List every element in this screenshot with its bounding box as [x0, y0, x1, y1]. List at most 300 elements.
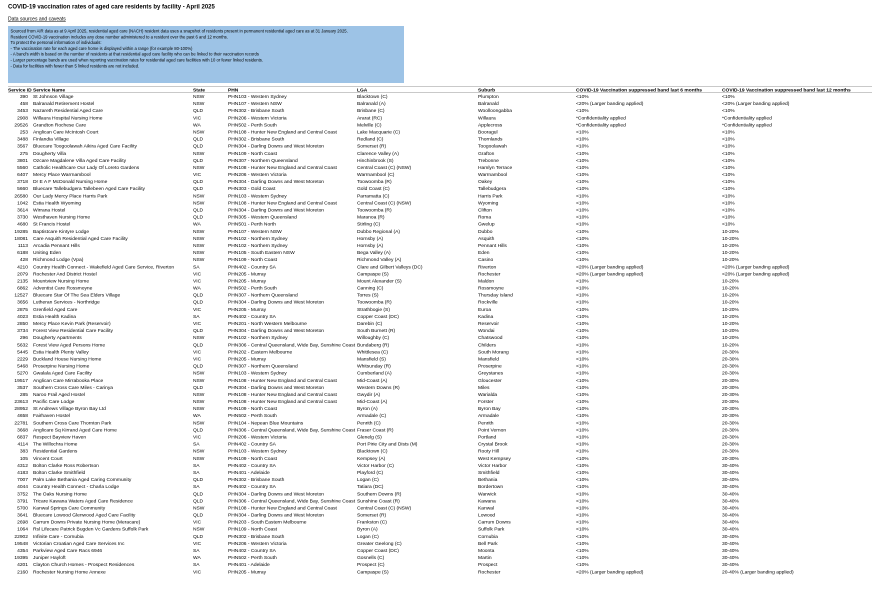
cell-phn: PHN108 - Hunter New England and Central Coast	[228, 200, 337, 206]
cell-name: Fairhaven Hostel	[33, 413, 71, 419]
cell-vax-12m: 20-30%	[722, 349, 739, 355]
cell-vax-12m: 20-30%	[722, 427, 739, 433]
cell-phn: PHN205 - Murray	[228, 306, 267, 313]
cell-phn: PHN402 - Country SA	[228, 484, 276, 490]
cell-vax-12m: 20-30%	[722, 413, 739, 419]
cell-state: VIC	[193, 306, 202, 313]
cell-suburb: Trebonne	[478, 157, 499, 164]
column-header-service-name: Service Name	[33, 87, 66, 93]
cell-phn: PHN108 - Hunter New England and Central Coast	[228, 505, 337, 511]
cell-phn: PHN109 - North Coast	[228, 455, 278, 462]
cell-vax-12m: 30-40%	[722, 526, 739, 533]
cell-lga: Frankston (C)	[357, 519, 387, 526]
cell-vax-12m: 30-40%	[722, 491, 739, 497]
cell-suburb: Pennant Hills	[478, 242, 507, 249]
cell-name: Wirrana Hostel	[33, 207, 66, 213]
table-row	[8, 115, 872, 122]
cell-id: 5700	[17, 505, 28, 511]
cell-vax-6m: <10%	[576, 413, 589, 419]
table-row	[8, 448, 872, 455]
cell-state: SA	[193, 484, 200, 490]
cell-suburb: Rossmoyne	[478, 285, 504, 292]
cell-suburb: Moonta	[478, 548, 495, 554]
cell-vax-6m: <10%	[576, 193, 589, 199]
cell-state: VIC	[193, 356, 202, 362]
cell-name: Our Lady Mercy Place Harris Park	[33, 193, 108, 199]
cell-suburb: Warrnambool	[478, 172, 508, 178]
cell-id: 2908	[17, 115, 28, 121]
cell-lga: Ararat (RC)	[357, 115, 383, 121]
cell-lga: Central Coast (C) (NSW)	[357, 200, 412, 206]
cell-name: Juniper Hayloft	[33, 555, 66, 561]
cell-vax-12m: <10%	[722, 221, 735, 228]
cell-phn: PHN306 - Central Queensland, Wide Bay, Sunshine Coast	[228, 342, 356, 348]
cell-suburb: Smithfield	[478, 469, 500, 476]
cell-phn: PHN103 - Western Sydney	[228, 94, 287, 100]
table-row	[8, 108, 872, 115]
cell-name: Residential Gardens	[33, 448, 78, 455]
cell-name: Pacific Care Lodge	[33, 399, 75, 405]
column-header-state: State	[193, 87, 205, 93]
cell-vax-6m: <10%	[576, 313, 589, 320]
cell-vax-6m: <10%	[576, 278, 589, 284]
cell-id: 2698	[17, 519, 28, 526]
cell-state: NSW	[193, 235, 205, 242]
cell-lga: Richmond Valley (A)	[357, 257, 402, 263]
cell-vax-12m: *Confidentiality applied	[722, 115, 772, 121]
cell-name: Finlandia Village	[33, 136, 69, 143]
table-row	[8, 469, 872, 476]
cell-vax-6m: <10%	[576, 285, 589, 292]
cell-name: Rochester Nursing Home Annexe	[33, 569, 106, 575]
cell-id: 2850	[17, 321, 28, 327]
cell-id: 19395	[14, 555, 28, 561]
cell-vax-12m: 10-20%	[722, 299, 739, 306]
cell-phn: PHN103 - Western Sydney	[228, 193, 287, 199]
cell-state: NSW	[193, 399, 205, 405]
cell-state: VIC	[193, 172, 202, 178]
cell-suburb: Grafton	[478, 150, 495, 157]
cell-suburb: Eden	[478, 250, 490, 256]
cell-name: Mercy Place Warrnambool	[33, 172, 91, 178]
cell-suburb: Roma	[478, 214, 492, 221]
column-header-lga: LGA	[357, 87, 368, 93]
cell-suburb: Clifton	[478, 207, 492, 213]
cell-lga: Clare and Gilbert Valleys (DC)	[357, 264, 423, 270]
cell-lga: Western Downs (R)	[357, 384, 400, 391]
cell-lga: Gosnells (C)	[357, 555, 385, 561]
cell-vax-12m: 20-30%	[722, 441, 739, 448]
cell-name: Grenfield Aged Care	[33, 306, 78, 313]
cell-name: Estia Health Kadina	[33, 313, 77, 320]
facility-table	[8, 86, 872, 576]
cell-vax-12m: <20% (Larger banding applied)	[722, 101, 790, 107]
cell-id: 19548	[14, 540, 28, 547]
cell-id: 428	[19, 257, 28, 263]
cell-vax-6m: <10%	[576, 519, 589, 526]
cell-suburb: Miles	[478, 384, 490, 391]
cell-id: 3752	[17, 491, 28, 497]
cell-name: St Francis Hostel	[33, 221, 71, 228]
cell-phn: PHN103 - Western Sydney	[228, 448, 287, 455]
cell-name: Anglican Care Mirrabooka Place	[33, 377, 104, 384]
cell-vax-12m: *Confidentiality applied	[722, 122, 772, 128]
table-row	[8, 399, 872, 406]
cell-suburb: Harris Park	[478, 193, 503, 199]
cell-suburb: Dubbo	[478, 228, 493, 235]
table-row	[8, 406, 872, 413]
table-row	[8, 172, 872, 179]
cell-state: NSW	[193, 377, 205, 384]
table-row	[8, 377, 872, 384]
column-header-suburb: Suburb	[478, 87, 496, 93]
cell-lga: Campaspe (S)	[357, 271, 389, 277]
cell-vax-12m: 10-20%	[722, 242, 739, 249]
cell-lga: Gwydir (A)	[357, 391, 381, 398]
cell-vax-6m: <10%	[576, 377, 589, 384]
caveat-line: To protect the personal information of individuals:	[10, 40, 102, 46]
cell-state: QLD	[193, 157, 204, 164]
cell-lga: Armadale (C)	[357, 413, 387, 419]
cell-lga: Byron (A)	[357, 406, 378, 412]
cell-lga: Gold Coast (C)	[357, 186, 390, 192]
cell-phn: PHN401 - Adelaide	[228, 469, 270, 476]
cell-phn: PHN107 - Western NSW	[228, 228, 282, 235]
cell-suburb: Tallebudgera	[478, 186, 507, 192]
cell-phn: PHN304 - Darling Downs and West Moreton	[228, 512, 325, 519]
cell-vax-12m: <10%	[722, 143, 735, 150]
cell-vax-6m: *Confidentiality applied	[576, 115, 626, 121]
cell-suburb: Maldon	[478, 278, 495, 284]
cell-id: 2079	[17, 271, 28, 277]
cell-name: Respect Bayview Haven	[33, 434, 87, 440]
cell-id: 4658	[17, 413, 28, 419]
table-row	[8, 349, 872, 356]
table-row	[8, 434, 872, 441]
table-row	[8, 420, 872, 427]
cell-suburb: Rooty Hill	[478, 448, 499, 455]
cell-vax-12m: <10%	[722, 150, 735, 157]
cell-lga: Canning (C)	[357, 285, 384, 292]
cell-vax-6m: <10%	[576, 406, 589, 412]
cell-suburb: Lowood	[478, 512, 496, 519]
cell-state: QLD	[193, 143, 204, 150]
cell-vax-12m: <10%	[722, 172, 735, 178]
cell-suburb: Toogoolawah	[478, 143, 507, 150]
cell-suburb: Victor Harbor	[478, 462, 507, 469]
cell-phn: PHN304 - Darling Downs and West Moreton	[228, 491, 325, 497]
cell-suburb: Gloucester	[478, 377, 502, 384]
cell-state: VIC	[193, 569, 202, 575]
cell-id: 275	[19, 150, 28, 157]
cell-name: Victorian Croatian Aged Care Services Inc	[33, 540, 125, 547]
cell-suburb: Thornlands	[478, 136, 503, 143]
cell-suburb: Point Vernon	[478, 427, 507, 433]
cell-vax-12m: 10-20%	[722, 292, 739, 299]
cell-state: QLD	[193, 384, 204, 391]
cell-vax-12m: 20-30%	[722, 384, 739, 391]
cell-id: 2875	[17, 306, 28, 313]
cell-phn: PHN306 - Central Queensland, Wide Bay, Sunshine Coast	[228, 427, 356, 433]
cell-name: Nazareth Residential Aged Care	[33, 108, 103, 114]
table-row	[8, 335, 872, 342]
table-row	[8, 569, 872, 576]
cell-suburb: Thursday Island	[478, 292, 513, 299]
cell-lga: Toowoomba (R)	[357, 207, 392, 213]
cell-lga: Logan (C)	[357, 477, 379, 483]
cell-id: 5560	[17, 164, 28, 171]
cell-vax-6m: <10%	[576, 321, 589, 327]
cell-state: NSW	[193, 257, 205, 263]
cell-vax-6m: <10%	[576, 157, 589, 164]
cell-suburb: Willaura	[478, 115, 496, 121]
caveat-line: - A band's width is based on the number of residents at that residential aged care facility who can be linked to their vaccination records	[10, 51, 259, 57]
cell-id: 6837	[17, 434, 28, 440]
cell-state: QLD	[193, 533, 204, 540]
table-row	[8, 242, 872, 249]
cell-lga: Hornsby (A)	[357, 242, 384, 249]
cell-id: 2229	[17, 356, 28, 362]
cell-vax-6m: <10%	[576, 391, 589, 398]
cell-id: 3656	[17, 299, 28, 306]
cell-name: Southern Cross Care Thornton Park	[33, 420, 112, 426]
cell-state: VIC	[193, 349, 202, 355]
cell-lga: Copper Coast (DC)	[357, 313, 399, 320]
table-row	[8, 164, 872, 171]
cell-lga: Dubbo Regional (A)	[357, 228, 401, 235]
table-row	[8, 278, 872, 285]
cell-state: NSW	[193, 193, 205, 199]
cell-vax-6m: <10%	[576, 228, 589, 235]
cell-lga: Southern Downs (R)	[357, 491, 402, 497]
cell-state: NSW	[193, 164, 205, 171]
cell-vax-6m: <10%	[576, 150, 589, 157]
cell-lga: Mount Alexander (S)	[357, 278, 402, 284]
cell-lga: Somerset (R)	[357, 143, 387, 150]
cell-phn: PHN108 - Hunter New England and Central Coast	[228, 391, 337, 398]
cell-vax-12m: <10%	[722, 179, 735, 185]
cell-id: 6862	[17, 285, 28, 292]
cell-vax-12m: 10-20%	[722, 235, 739, 242]
cell-vax-6m: <10%	[576, 250, 589, 256]
cell-name: Bluecare Lowood Glenwood Aged Care Facility	[33, 512, 136, 519]
cell-phn: PHN304 - Darling Downs and West Moreton	[228, 299, 325, 306]
cell-vax-6m: <10%	[576, 136, 589, 143]
cell-name: Mercy Place Kevin Park (Reservoir)	[33, 321, 111, 327]
cell-id: 2135	[17, 278, 28, 284]
cell-state: VIC	[193, 115, 202, 121]
cell-state: NSW	[193, 526, 205, 533]
cell-lga: Sunshine Coast (R)	[357, 498, 400, 504]
cell-vax-6m: <10%	[576, 399, 589, 405]
cell-state: QLD	[193, 299, 204, 306]
cell-vax-6m: <10%	[576, 526, 589, 533]
cell-id: 1064	[17, 526, 28, 533]
cell-vax-6m: <20% (Larger banding applied)	[576, 271, 644, 277]
cell-id: 12527	[14, 292, 28, 299]
cell-vax-12m: 30-40%	[722, 462, 739, 469]
cell-suburb: Prospect	[478, 562, 498, 568]
cell-name: Country Health Connect - Wakefield Aged Care Service, Riverton	[33, 264, 175, 270]
cell-vax-12m: 10-20%	[722, 257, 739, 263]
table-row	[8, 235, 872, 242]
cell-vax-12m: 10-20%	[722, 335, 739, 341]
column-header-phn: PHN	[228, 87, 239, 93]
cell-name: Gwalala Aged Care Facility	[33, 370, 92, 377]
cell-state: VIC	[193, 321, 202, 327]
cell-vax-12m: <10%	[722, 200, 735, 206]
caveat-line: Sourced from AIR data as at 9 April 2025, residential aged care (NACH) resident data uses a snapshot of residents present in permanent residential aged care as at 31 January 2025.	[10, 28, 348, 34]
cell-vax-12m: 30-40%	[722, 533, 739, 540]
cell-id: 4201	[17, 562, 28, 568]
cell-name: Grandton Rochese Care	[33, 122, 87, 128]
cell-suburb: Euroa	[478, 306, 492, 313]
cell-vax-12m: <10%	[722, 108, 735, 114]
table-row	[8, 193, 872, 200]
cell-vax-12m: <10%	[722, 164, 735, 171]
cell-id: 383	[19, 448, 28, 455]
cell-name: Bolton Clarke Ross Robertson	[33, 462, 99, 469]
cell-vax-12m: 20-30%	[722, 399, 739, 405]
cell-lga: Maranoa (R)	[357, 214, 385, 221]
cell-id: 28952	[14, 406, 28, 412]
cell-vax-12m: 20-30%	[722, 363, 739, 370]
cell-vax-6m: <20% (Larger banding applied)	[576, 101, 644, 107]
cell-vax-6m: <10%	[576, 242, 589, 249]
cell-suburb: Mansfield	[478, 356, 499, 362]
cell-suburb: Booragul	[478, 129, 498, 135]
cell-phn: PHN109 - North Coast	[228, 526, 278, 533]
cell-vax-12m: 30-40%	[722, 555, 739, 561]
cell-suburb: Asquith	[478, 235, 495, 242]
table-row	[8, 533, 872, 540]
cell-phn: PHN206 - Western Victoria	[228, 434, 287, 440]
cell-lga: Parramatta (C)	[357, 193, 390, 199]
table-row	[8, 391, 872, 398]
cell-id: 3537	[17, 384, 28, 391]
cell-lga: Whitsunday (R)	[357, 363, 391, 370]
cell-lga: Hornsby (A)	[357, 235, 384, 242]
cell-id: 253	[19, 129, 28, 135]
cell-name: Uniting Eden	[33, 250, 62, 256]
cell-vax-6m: <20% (Larger banding applied)	[576, 264, 644, 270]
table-row	[8, 427, 872, 434]
cell-phn: PHN104 - Nepean Blue Mountains	[228, 420, 304, 426]
cell-vax-6m: <10%	[576, 555, 589, 561]
cell-state: SA	[193, 562, 200, 568]
cell-vax-6m: <10%	[576, 384, 589, 391]
cell-vax-6m: *Confidentiality applied	[576, 122, 626, 128]
cell-state: WA	[193, 285, 201, 292]
cell-id: 4312	[17, 462, 28, 469]
cell-phn: PHN203 - South Eastern Melbourne	[228, 519, 307, 526]
cell-state: QLD	[193, 491, 204, 497]
cell-phn: PHN306 - Central Queensland, Wide Bay, Sunshine Coast	[228, 498, 356, 504]
cell-phn: PHN401 - Adelaide	[228, 562, 270, 568]
cell-id: 5270	[17, 370, 28, 377]
cell-phn: PHN305 - Western Queensland	[228, 214, 297, 221]
cell-vax-12m: 30-40%	[722, 477, 739, 483]
cell-suburb: Warialda	[478, 391, 498, 398]
cell-lga: Blacktown (C)	[357, 448, 388, 455]
cell-state: QLD	[193, 136, 204, 143]
cell-lga: Whittlesea (C)	[357, 349, 389, 355]
cell-state: NSW	[193, 228, 205, 235]
cell-name: Parkview Aged Care Racs 6946	[33, 548, 103, 554]
cell-lga: Bega Valley (A)	[357, 250, 391, 256]
cell-vax-6m: <10%	[576, 143, 589, 150]
cell-suburb: Crystal Brook	[478, 441, 508, 448]
cell-id: 296	[19, 335, 28, 341]
cell-name: The Oaks Nursing Home	[33, 491, 87, 497]
cell-lga: Toowoomba (R)	[357, 179, 392, 185]
table-row	[8, 129, 872, 136]
cell-vax-12m: 20-30%	[722, 377, 739, 384]
cell-id: 3453	[17, 108, 28, 114]
cell-suburb: Suffolk Park	[478, 526, 505, 533]
cell-vax-6m: <10%	[576, 540, 589, 547]
table-row	[8, 441, 872, 448]
page-title: COVID-19 vaccination rates of aged care residents by facility - April 2025	[8, 3, 215, 10]
table-row	[8, 214, 872, 221]
cell-phn: PHN402 - Country SA	[228, 313, 276, 320]
cell-state: WA	[193, 221, 201, 228]
cell-vax-6m: <10%	[576, 469, 589, 476]
cell-lga: Mid-Coast (A)	[357, 399, 388, 405]
cell-name: Bluecare Tallebudgera Tallebeen Aged Care Facility	[33, 186, 146, 192]
table-row	[8, 555, 872, 562]
cell-vax-6m: <10%	[576, 129, 589, 135]
cell-lga: Greater Geelong (C)	[357, 540, 402, 547]
cell-name: Adventist Care Rossmoyne	[33, 285, 93, 292]
table-row	[8, 207, 872, 214]
cell-name: The Willochra Home	[33, 441, 78, 448]
cell-vax-12m: <10%	[722, 207, 735, 213]
cell-state: NSW	[193, 370, 205, 377]
cell-id: 3488	[17, 136, 28, 143]
cell-suburb: Woolloongabba	[478, 108, 512, 114]
cell-name: Baptistcare Kintyre Lodge	[33, 228, 90, 235]
cell-lga: Willoughby (C)	[357, 335, 390, 341]
cell-suburb: Applecross	[478, 122, 503, 128]
cell-lga: Redland (C)	[357, 136, 384, 143]
caveat-line: - Larger percentage bands are used when reporting vaccination rates for residential aged care facilities with 10 or fewer linked residents.	[10, 57, 264, 63]
cell-vax-12m: <10%	[722, 193, 735, 199]
cell-lga: Balranald (A)	[357, 101, 386, 107]
cell-phn: PHN105 - South Eastern NSW	[228, 250, 295, 256]
cell-id: 1042	[17, 200, 28, 206]
caveats-box	[8, 26, 404, 83]
cell-vax-6m: <10%	[576, 455, 589, 462]
cell-name: Forest View Residential Care Facility	[33, 328, 113, 334]
cell-suburb: Warwick	[478, 491, 497, 497]
cell-name: Tricare Kawana Waters Aged Care Residence	[33, 498, 133, 504]
cell-state: QLD	[193, 328, 204, 334]
cell-vax-12m: 20-30%	[722, 434, 739, 440]
cell-vax-6m: <10%	[576, 434, 589, 440]
cell-suburb: Kadina	[478, 313, 494, 320]
cell-name: Carrum Downs Private Nursing Home (Meracare)	[33, 519, 141, 526]
cell-id: 5445	[17, 349, 28, 355]
cell-vax-6m: <10%	[576, 186, 589, 192]
cell-vax-6m: <10%	[576, 108, 589, 114]
cell-state: QLD	[193, 179, 204, 185]
cell-lga: Brisbane (C)	[357, 108, 385, 114]
cell-suburb: Penrith	[478, 420, 494, 426]
cell-phn: PHN302 - Brisbane South	[228, 477, 285, 483]
cell-vax-12m: 20-40% (Larger banding applied)	[722, 569, 794, 575]
cell-vax-12m: 10-20%	[722, 328, 739, 334]
